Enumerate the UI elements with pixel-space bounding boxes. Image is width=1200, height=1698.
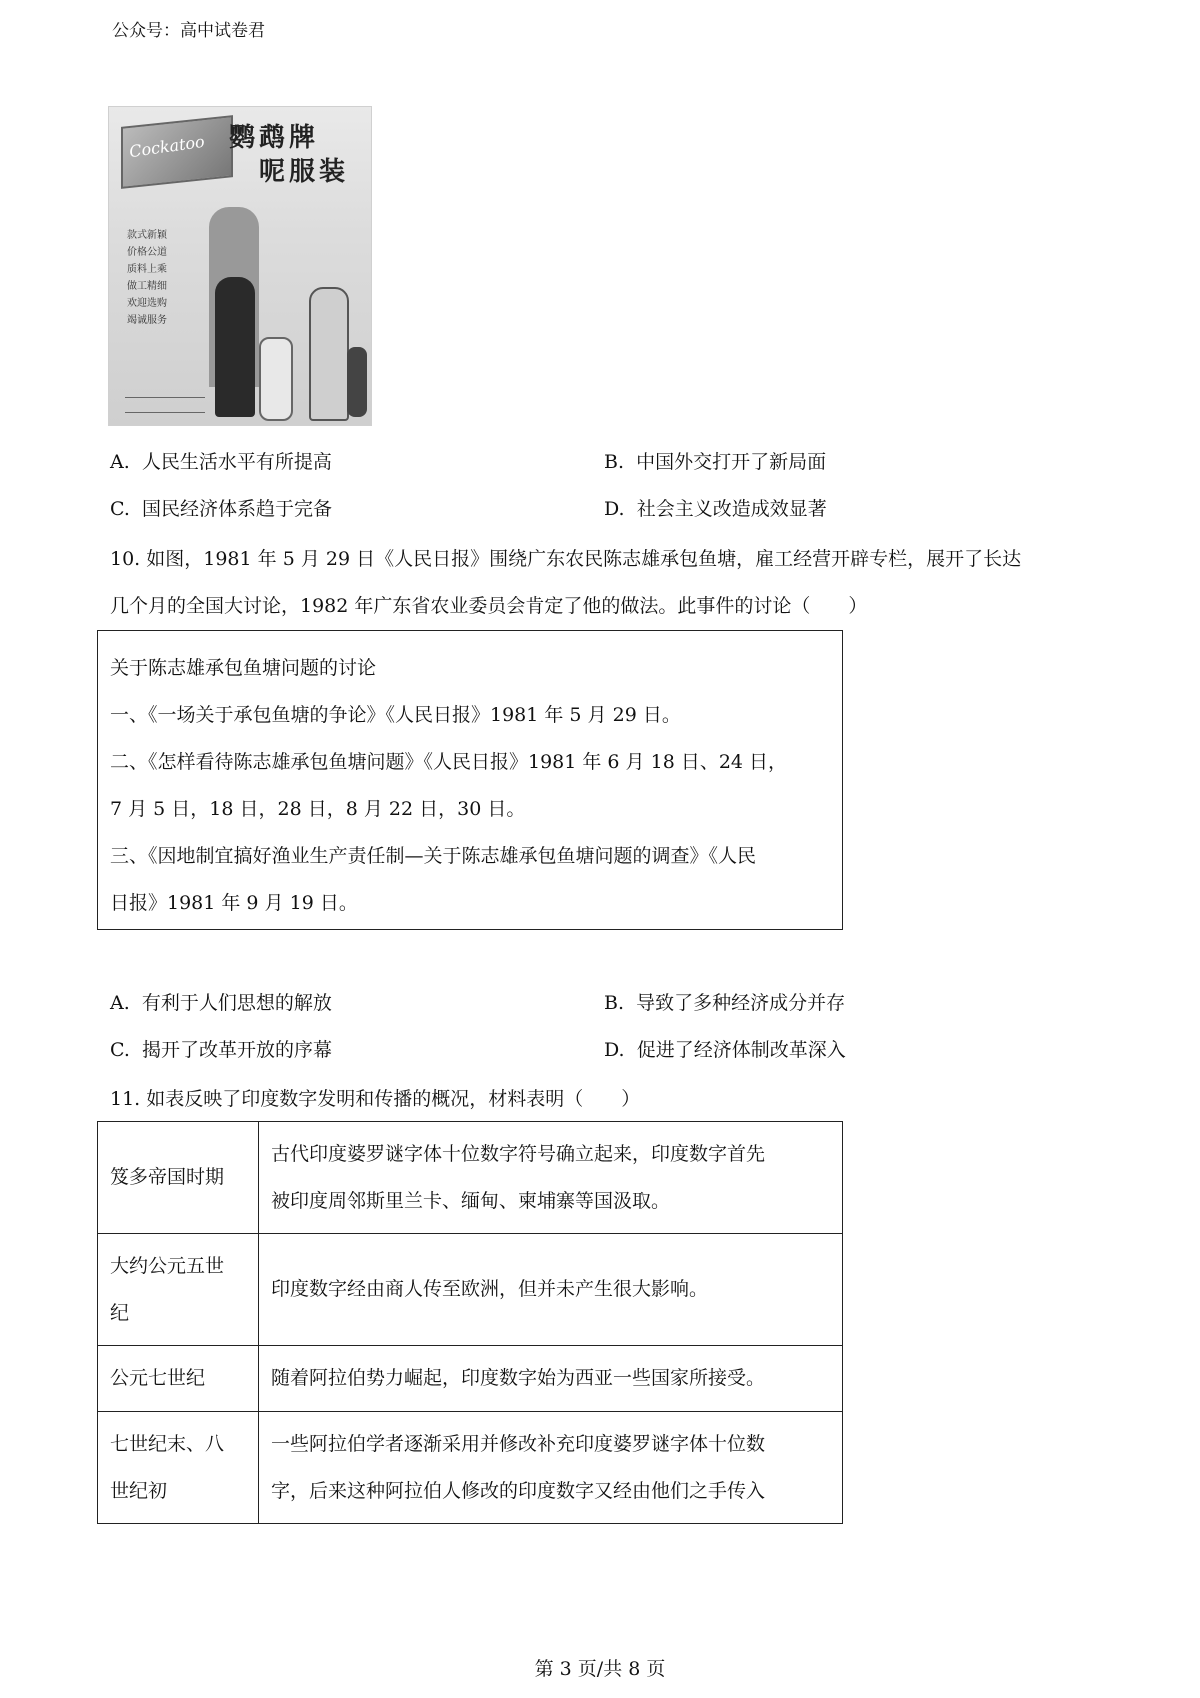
q10-option-a: A. 有利于人们思想的解放 — [110, 992, 332, 1014]
box-line: 二、《怎样看待陈志雄承包鱼塘问题》《人民日报》1981 年 6 月 18 日、24 日， — [110, 751, 788, 773]
poster-figure-girl — [347, 347, 367, 417]
q10-option-b: B. 导致了多种经济成分并存 — [604, 992, 846, 1014]
box-line: 日报》1981 年 9 月 19 日。 — [110, 892, 358, 914]
poster-figure-woman — [309, 287, 349, 421]
q11-table — [97, 1121, 843, 1524]
box-line: 7 月 5 日，18 日，28 日，8 月 22 日，30 日。 — [110, 798, 526, 820]
page-number: 第 3 页/共 8 页 — [534, 1658, 666, 1680]
description-cell: 随着阿拉伯势力崛起，印度数字始为西亚一些国家所接受。 — [259, 1346, 843, 1412]
table-row — [98, 1122, 843, 1234]
poster-slogan: 款式新颖 价格公道 质料上乘 做工精细 欢迎选购 竭诚服务 — [127, 230, 167, 326]
period-cell: 笈多帝国时期 — [98, 1122, 259, 1234]
q10-material-box — [97, 630, 843, 930]
description-cell: 古代印度婆罗谜字体十位数字符号确立起来，印度数字首先 被印度周邻斯里兰卡、缅甸、柬埔寨等国汲取。 — [259, 1122, 843, 1234]
poster-brand: 鹦鹉牌 — [229, 123, 320, 153]
q10-stem-line-1: 10. 如图，1981 年 5 月 29 日《人民日报》围绕广东农民陈志雄承包鱼塘，雇工经营开辟专栏，展开了长达 — [110, 548, 1022, 570]
period-cell: 大约公元五世 纪 — [98, 1234, 259, 1346]
brand-logo-word: Cockatoo — [128, 131, 206, 162]
q9-option-d: D. 社会主义改造成效显著 — [604, 498, 827, 520]
q10-stem-line-2: 几个月的全国大讨论，1982 年广东省农业委员会肯定了他的做法。此事件的讨论（ ） — [110, 595, 868, 617]
description-cell: 一些阿拉伯学者逐渐采用并修改补充印度婆罗谜字体十位数 字，后来这种阿拉伯人修改的印度数字又经由他们之手传入 — [259, 1412, 843, 1524]
period-cell: 七世纪末、八 世纪初 — [98, 1412, 259, 1524]
poster-figure-man — [215, 277, 255, 417]
poster-footer-text — [125, 397, 205, 413]
q9-option-b: B. 中国外交打开了新局面 — [604, 451, 827, 473]
advertisement-poster-image — [108, 106, 372, 426]
q10-option-c: C. 揭开了改革开放的序幕 — [110, 1039, 333, 1061]
q9-option-c: C. 国民经济体系趋于完备 — [110, 498, 333, 520]
table-row — [98, 1346, 843, 1412]
box-line: 三、《因地制宜搞好渔业生产责任制—关于陈志雄承包鱼塘问题的调查》《人民 — [110, 845, 757, 867]
box-line: 关于陈志雄承包鱼塘问题的讨论 — [110, 657, 377, 679]
poster-subtitle: 呢服装 — [259, 157, 350, 187]
table-row — [98, 1234, 843, 1346]
page-header: 公众号：高中试卷君 — [112, 21, 265, 41]
table-row — [98, 1412, 843, 1524]
q9-option-a: A. 人民生活水平有所提高 — [110, 451, 332, 473]
poster-figure-child — [259, 337, 293, 421]
q10-option-d: D. 促进了经济体制改革深入 — [604, 1039, 846, 1061]
description-cell: 印度数字经由商人传至欧洲，但并未产生很大影响。 — [259, 1234, 843, 1346]
box-line: 一、《一场关于承包鱼塘的争论》《人民日报》1981 年 5 月 29 日。 — [110, 704, 681, 726]
period-cell: 公元七世纪 — [98, 1346, 259, 1412]
q11-stem: 11. 如表反映了印度数字发明和传播的概况，材料表明（ ） — [110, 1088, 641, 1110]
